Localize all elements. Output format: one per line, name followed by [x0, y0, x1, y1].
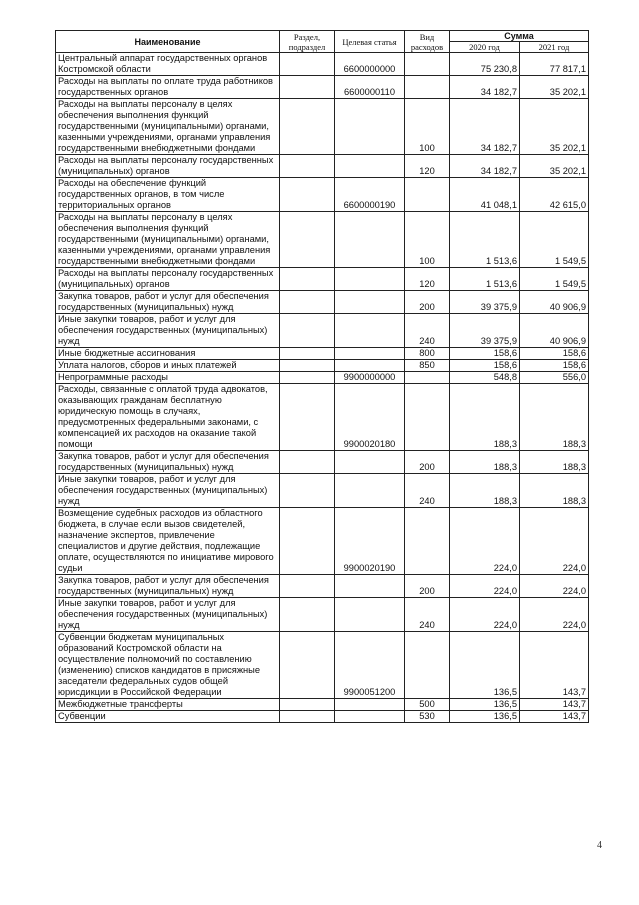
cell-type: 120: [405, 268, 450, 291]
cell-type: [405, 178, 450, 212]
cell-name: Субвенции бюджетам муниципальных образований Костромской области на осуществление полномочий по составлению (изменению) списков кандидатов в присяжные заседатели федеральных судов общей юрисдикции в Российской Федерации: [56, 632, 280, 699]
table-row: [56, 598, 589, 632]
cell-target: [335, 474, 405, 508]
cell-type: 100: [405, 212, 450, 268]
cell-y2021: 188,3: [520, 384, 589, 451]
cell-name: Расходы, связанные с оплатой труда адвокатов, оказывающих гражданам бесплатную юридическую помощь в случаях, предусмотренных федеральными законами, с компенсацией их расходов на оказание такой помощи: [56, 384, 280, 451]
cell-y2021: 35 202,1: [520, 76, 589, 99]
cell-y2020: 34 182,7: [450, 76, 520, 99]
header-sum: Сумма: [450, 31, 589, 42]
cell-section: [280, 384, 335, 451]
table-row: [56, 76, 589, 99]
cell-y2021: 1 549,5: [520, 268, 589, 291]
cell-target: 9900000000: [335, 372, 405, 384]
cell-section: [280, 699, 335, 711]
cell-section: [280, 212, 335, 268]
cell-y2020: 188,3: [450, 474, 520, 508]
header-target: Целевая статья: [335, 31, 405, 53]
cell-name: Иные закупки товаров, работ и услуг для обеспечения государственных (муниципальных) нужд: [56, 474, 280, 508]
cell-y2021: 143,7: [520, 632, 589, 699]
cell-type: 200: [405, 291, 450, 314]
table-row: [56, 372, 589, 384]
cell-target: [335, 360, 405, 372]
table-row: [56, 178, 589, 212]
cell-name: Закупка товаров, работ и услуг для обеспечения государственных (муниципальных) нужд: [56, 291, 280, 314]
cell-type: 240: [405, 474, 450, 508]
cell-y2021: 42 615,0: [520, 178, 589, 212]
cell-section: [280, 155, 335, 178]
cell-y2020: 188,3: [450, 451, 520, 474]
cell-target: 6600000000: [335, 53, 405, 76]
cell-type: 500: [405, 699, 450, 711]
cell-type: 240: [405, 314, 450, 348]
header-name: Наименование: [56, 31, 280, 53]
table-row: [56, 360, 589, 372]
page-number: 4: [597, 840, 602, 851]
cell-type: 120: [405, 155, 450, 178]
cell-target: [335, 314, 405, 348]
cell-target: 9900020190: [335, 508, 405, 575]
cell-type: 530: [405, 711, 450, 723]
cell-target: [335, 268, 405, 291]
cell-section: [280, 348, 335, 360]
cell-section: [280, 451, 335, 474]
cell-section: [280, 291, 335, 314]
cell-name: Закупка товаров, работ и услуг для обеспечения государственных (муниципальных) нужд: [56, 575, 280, 598]
cell-target: [335, 711, 405, 723]
cell-name: Иные закупки товаров, работ и услуг для обеспечения государственных (муниципальных) нужд: [56, 314, 280, 348]
cell-section: [280, 314, 335, 348]
cell-name: Расходы на обеспечение функций государственных органов, в том числе территориальных органов: [56, 178, 280, 212]
cell-section: [280, 508, 335, 575]
cell-y2020: 75 230,8: [450, 53, 520, 76]
cell-y2021: 35 202,1: [520, 155, 589, 178]
cell-y2020: 224,0: [450, 508, 520, 575]
cell-section: [280, 575, 335, 598]
table-row: [56, 99, 589, 155]
cell-target: [335, 699, 405, 711]
cell-name: Расходы на выплаты персоналу государственных (муниципальных) органов: [56, 155, 280, 178]
cell-type: 200: [405, 575, 450, 598]
cell-section: [280, 632, 335, 699]
cell-name: Уплата налогов, сборов и иных платежей: [56, 360, 280, 372]
table-row: [56, 575, 589, 598]
cell-name: Иные закупки товаров, работ и услуг для обеспечения государственных (муниципальных) нужд: [56, 598, 280, 632]
cell-y2021: 188,3: [520, 474, 589, 508]
cell-target: [335, 212, 405, 268]
cell-section: [280, 178, 335, 212]
cell-type: 800: [405, 348, 450, 360]
cell-type: [405, 632, 450, 699]
table-row: [56, 53, 589, 76]
header-year-2021: 2021 год: [520, 42, 589, 53]
table-header-row: [56, 31, 589, 42]
cell-y2021: 143,7: [520, 711, 589, 723]
cell-name: Закупка товаров, работ и услуг для обеспечения государственных (муниципальных) нужд: [56, 451, 280, 474]
table-row: [56, 474, 589, 508]
cell-name: Субвенции: [56, 711, 280, 723]
cell-y2021: 143,7: [520, 699, 589, 711]
header-year-2020: 2020 год: [450, 42, 520, 53]
cell-name: Расходы на выплаты персоналу государственных (муниципальных) органов: [56, 268, 280, 291]
cell-type: [405, 508, 450, 575]
cell-target: 6600000190: [335, 178, 405, 212]
table-row: [56, 268, 589, 291]
cell-y2021: 40 906,9: [520, 314, 589, 348]
cell-y2021: 224,0: [520, 575, 589, 598]
cell-y2020: 136,5: [450, 699, 520, 711]
cell-target: 6600000110: [335, 76, 405, 99]
cell-y2021: 556,0: [520, 372, 589, 384]
cell-type: [405, 53, 450, 76]
table-row: [56, 711, 589, 723]
table-row: [56, 384, 589, 451]
table-row: [56, 451, 589, 474]
cell-target: 9900051200: [335, 632, 405, 699]
cell-target: 9900020180: [335, 384, 405, 451]
cell-target: [335, 598, 405, 632]
table-row: [56, 632, 589, 699]
cell-name: Иные бюджетные ассигнования: [56, 348, 280, 360]
cell-section: [280, 598, 335, 632]
cell-target: [335, 291, 405, 314]
cell-y2020: 1 513,6: [450, 212, 520, 268]
cell-name: Расходы на выплаты персоналу в целях обеспечения выполнения функций государственными (муниципальными) органами, казенными учреждениями, органами управления государственными внебюджетными фондами: [56, 212, 280, 268]
cell-section: [280, 99, 335, 155]
cell-section: [280, 474, 335, 508]
cell-type: 240: [405, 598, 450, 632]
cell-y2020: 1 513,6: [450, 268, 520, 291]
cell-name: Непрограммные расходы: [56, 372, 280, 384]
cell-target: [335, 575, 405, 598]
cell-y2021: 77 817,1: [520, 53, 589, 76]
cell-y2020: 136,5: [450, 632, 520, 699]
table-row: [56, 314, 589, 348]
cell-y2020: 224,0: [450, 575, 520, 598]
cell-y2021: 224,0: [520, 598, 589, 632]
table-row: [56, 699, 589, 711]
header-section: Раздел, подраздел: [280, 31, 335, 53]
cell-y2020: 34 182,7: [450, 155, 520, 178]
cell-y2020: 39 375,9: [450, 314, 520, 348]
table-row: [56, 155, 589, 178]
cell-section: [280, 711, 335, 723]
cell-name: Расходы на выплаты по оплате труда работников государственных органов: [56, 76, 280, 99]
cell-type: 850: [405, 360, 450, 372]
cell-name: Центральный аппарат государственных органов Костромской области: [56, 53, 280, 76]
cell-y2020: 158,6: [450, 348, 520, 360]
cell-y2021: 158,6: [520, 348, 589, 360]
cell-section: [280, 360, 335, 372]
cell-y2021: 158,6: [520, 360, 589, 372]
cell-y2020: 41 048,1: [450, 178, 520, 212]
table-row: [56, 508, 589, 575]
cell-type: [405, 372, 450, 384]
cell-y2020: 39 375,9: [450, 291, 520, 314]
cell-target: [335, 155, 405, 178]
cell-y2020: 188,3: [450, 384, 520, 451]
table-row: [56, 348, 589, 360]
cell-y2021: 35 202,1: [520, 99, 589, 155]
cell-target: [335, 99, 405, 155]
table-row: [56, 212, 589, 268]
cell-type: [405, 384, 450, 451]
cell-y2021: 224,0: [520, 508, 589, 575]
cell-section: [280, 53, 335, 76]
cell-target: [335, 451, 405, 474]
cell-y2021: 188,3: [520, 451, 589, 474]
cell-target: [335, 348, 405, 360]
cell-type: 200: [405, 451, 450, 474]
cell-name: Расходы на выплаты персоналу в целях обеспечения выполнения функций государственными (муниципальными) органами, казенными учреждениями, органами управления государственными внебюджетными фондами: [56, 99, 280, 155]
cell-section: [280, 372, 335, 384]
cell-section: [280, 268, 335, 291]
cell-y2020: 136,5: [450, 711, 520, 723]
cell-y2020: 224,0: [450, 598, 520, 632]
budget-table: [55, 30, 589, 723]
cell-name: Межбюджетные трансферты: [56, 699, 280, 711]
cell-y2020: 158,6: [450, 360, 520, 372]
cell-y2021: 1 549,5: [520, 212, 589, 268]
cell-type: [405, 76, 450, 99]
cell-y2020: 34 182,7: [450, 99, 520, 155]
cell-type: 100: [405, 99, 450, 155]
cell-section: [280, 76, 335, 99]
table-row: [56, 291, 589, 314]
header-type: Вид расходов: [405, 31, 450, 53]
cell-y2020: 548,8: [450, 372, 520, 384]
cell-y2021: 40 906,9: [520, 291, 589, 314]
cell-name: Возмещение судебных расходов из областного бюджета, в случае если вызов свидетелей, назначение экспертов, привлечение специалистов и другие действия, подлежащие оплате, осуществляются по инициативе мирового судьи: [56, 508, 280, 575]
